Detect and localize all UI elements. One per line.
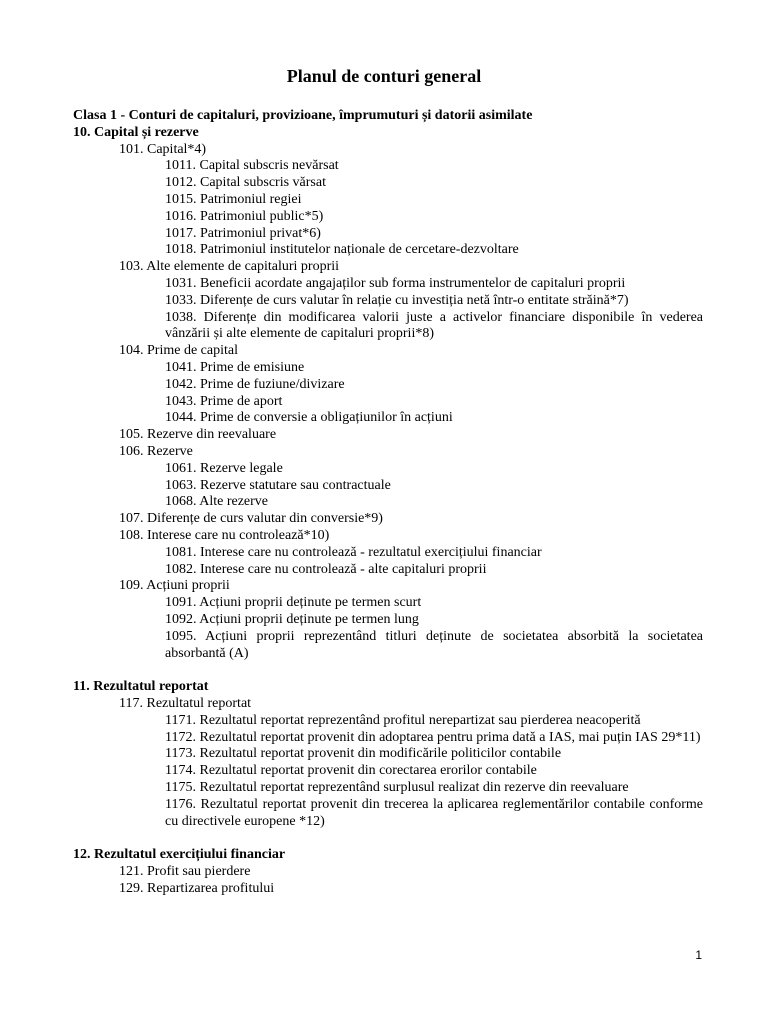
subaccount-1031: 1031. Beneficii acordate angajaților sub forma instrumentelor de capitaluri proprii [165,275,626,291]
subaccount-1171: 1171. Rezultatul reportat reprezentând profitul nerepartizat sau pierderea neacoperită [165,712,641,728]
account-107: 107. Diferențe de curs valutar din conversie*9) [119,511,383,527]
account-108: 108. Interese care nu controlează*10) [119,527,330,543]
subaccount-1173: 1173. Rezultatul reportat provenit din modificările politicilor contabile [165,746,562,762]
subaccount-1011: 1011. Capital subscris nevărsat [165,158,339,174]
account-129: 129. Repartizarea profitului [119,881,275,897]
section-gap [73,662,703,679]
subaccount-1092: 1092. Acțiuni proprii deținute pe termen lung [165,611,419,627]
group-heading-11: 11. Rezultatul reportat [73,679,209,695]
subaccount-1041: 1041. Prime de emisiune [165,359,305,375]
subaccount-1042: 1042. Prime de fuziune/divizare [165,376,345,392]
subaccount-1033: 1033. Diferențe de curs valutar în relație cu investiția netă într-o entitate străină*7) [165,292,629,308]
subaccount-1044: 1044. Prime de conversie a obligațiunilor în acțiuni [165,410,453,426]
subaccount-1082: 1082. Interese care nu controlează - alte capitaluri proprii [165,561,487,577]
subaccount-1068: 1068. Alte rezerve [165,494,269,510]
document-body [73,108,703,898]
account-105: 105. Rezerve din reevaluare [119,427,277,443]
section-gap [73,830,703,847]
group-heading-10: 10. Capital și rezerve [73,124,199,140]
subaccount-1172: 1172. Rezultatul reportat provenit din adoptarea pentru prima dată a IAS, mai puțin IAS 29*11) [165,729,701,745]
page-title: Planul de conturi general [286,66,482,86]
subaccount-1015: 1015. Patrimoniul regiei [165,191,302,207]
account-104: 104. Prime de capital [119,343,238,359]
subaccount-1061: 1061. Rezerve legale [165,460,283,476]
account-101: 101. Capital*4) [119,141,207,157]
subaccount-1081: 1081. Interese care nu controlează - rezultatul exercițiului financiar [165,544,542,560]
subaccount-1012: 1012. Capital subscris vărsat [165,175,326,191]
subaccount-1018: 1018. Patrimoniul institutelor naționale de cercetare-dezvoltare [165,242,519,258]
account-103: 103. Alte elemente de capitaluri proprii [119,259,340,275]
subaccount-1043: 1043. Prime de aport [165,393,283,409]
subaccount-1095: 1095. Acțiuni proprii reprezentând titluri deținute de societatea absorbită la societatea absorbantă (A) [165,628,703,661]
subaccount-1017: 1017. Patrimoniul privat*6) [165,225,321,241]
subaccount-1174: 1174. Rezultatul reportat provenit din corectarea erorilor contabile [165,763,537,779]
subaccount-1063: 1063. Rezerve statutare sau contractuale [165,477,391,493]
group-heading-12: 12. Rezultatul exercițiului financiar [73,847,286,863]
subaccount-1175: 1175. Rezultatul reportat reprezentând surplusul realizat din rezerve din reevaluare [165,780,629,796]
subaccount-1176: 1176. Rezultatul reportat provenit din trecerea la aplicarea reglementărilor contabile conforme cu directivele europene *12) [165,796,703,829]
subaccount-1016: 1016. Patrimoniul public*5) [165,208,324,224]
page-number: 1 [695,948,702,962]
account-106: 106. Rezerve [119,443,193,459]
account-117: 117. Rezultatul reportat [119,696,252,712]
subaccount-1038: 1038. Diferențe din modificarea valorii juste a activelor financiare disponibile în vederea vânzării și alte elemente de capitaluri proprii*8) [165,309,703,342]
class-heading: Clasa 1 - Conturi de capitaluri, provizioane, împrumuturi și datorii asimilate [73,108,533,123]
account-109: 109. Acțiuni proprii [119,578,230,594]
subaccount-1091: 1091. Acțiuni proprii deținute pe termen scurt [165,595,422,611]
account-121: 121. Profit sau pierdere [119,864,251,880]
